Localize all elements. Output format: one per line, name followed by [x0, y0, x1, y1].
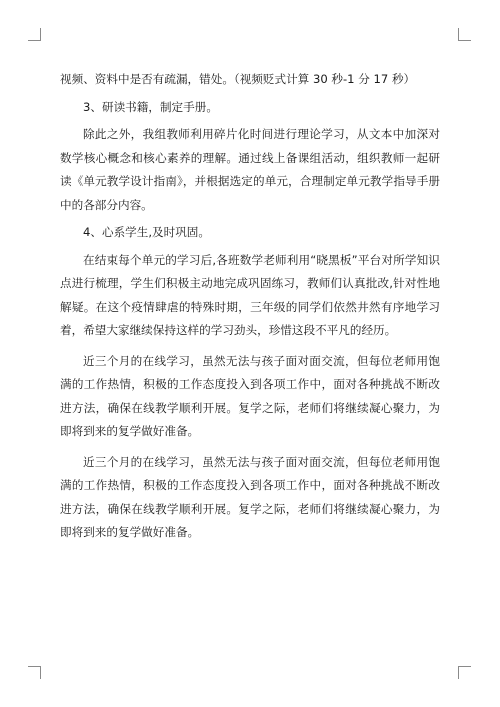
heading-study-books: 3、研读书籍，制定手册。: [83, 99, 218, 114]
crop-mark-top-left: [28, 28, 41, 41]
paragraph-summary-repeat: 近三个月的在线学习，虽然无法与孩子面对面交流，但每位老师用饱满的工作热情，积极的工作态度投入到各项工作中，面对各种挑战不断改进方法，确保在线教学顺利开展。复学之际，老师们将继续凝心聚力，为即将到来的复学做好准备。: [60, 454, 440, 539]
paragraph-consolidation: 在结束每个单元的学习后,各班数学老师利用“晓黑板”平台对所学知识点进行梳理，学生们积极主动地完成巩固练习，教师们认真批改,针对性地解疑。在这个疫情肆虐的特殊时期，三年级的同学们依然井然有序地学习着，希望大家继续保持这样的学习劲头，珍惜这段不平凡的经历。: [60, 252, 440, 337]
paragraph-theory-study: 除此之外，我组教师利用碎片化时间进行理论学习，从文本中加深对数学核心概念和核心素养的理解。通过线上备课组活动，组织教师一起研读《单元教学设计指南》，并根据选定的单元，合理制定单元教学指导手册中的各部分内容。: [60, 127, 440, 212]
crop-mark-bottom-right: [458, 666, 471, 679]
heading-care-students: 4、心系学生,及时巩固。: [83, 225, 210, 239]
crop-mark-top-right: [458, 28, 471, 41]
paragraph-summary: 近三个月的在线学习，虽然无法与孩子面对面交流，但每位老师用饱满的工作热情，积极的工作态度投入到各项工作中，面对各种挑战不断改进方法，确保在线教学顺利开展。复学之际，老师们将继续凝心聚力，为即将到来的复学做好准备。: [60, 353, 440, 438]
document-body: [60, 68, 440, 545]
paragraph-video-review: 视频、资料中是否有疏漏，错处。（视频贬式计算 30 秒-1 分 17 秒）: [60, 72, 416, 86]
crop-mark-bottom-left: [28, 666, 41, 679]
